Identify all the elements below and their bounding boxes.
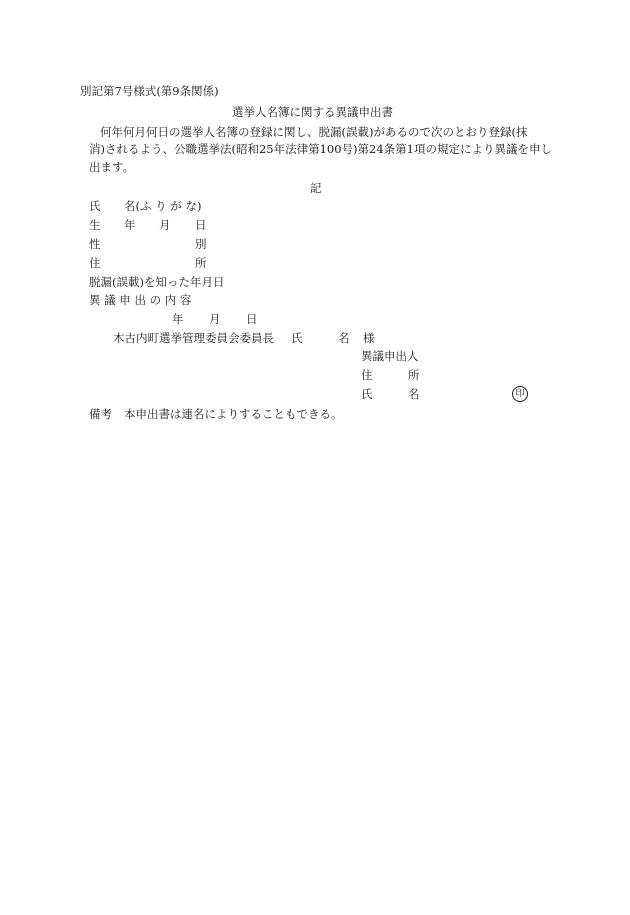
field-dob-a: 生 <box>89 218 101 232</box>
applicant-address-a: 住 <box>361 368 373 382</box>
date-month: 月 <box>209 312 221 326</box>
field-dob <box>89 218 207 232</box>
field-address-b: 所 <box>195 256 207 270</box>
addressee-sama: 様 <box>363 331 375 345</box>
applicant-name <box>361 387 420 401</box>
field-name-a: 氏 <box>89 199 101 213</box>
body-line-1: 何年何月何日の選挙人名簿の登録に関し、脱漏(誤載)があるので次のとおり登録(抹 <box>100 125 528 139</box>
note-line <box>89 407 343 421</box>
applicant-name-a: 氏 <box>361 387 373 401</box>
date-year: 年 <box>172 312 184 326</box>
applicant-address-b: 所 <box>408 368 420 382</box>
applicant-address <box>361 368 420 382</box>
addressee-mei: 名 <box>338 331 350 345</box>
field-name-b: 名(ふ り が な) <box>124 199 202 213</box>
body-line-2: 消)されるよう、公職選挙法(昭和25年法律第100号)第24条第1項の規定により異議を申し <box>89 142 552 156</box>
addressee-shi: 氏 <box>291 331 303 345</box>
date-day: 日 <box>246 312 258 326</box>
body-line-3: 出ます。 <box>89 160 135 174</box>
field-dob-b: 年 <box>124 218 136 232</box>
note-label: 備考 <box>89 407 112 421</box>
addressee-org: 木古内町選挙管理委員会委員長 <box>113 331 274 345</box>
applicant-label: 異議申出人 <box>361 349 419 363</box>
form-title: 選挙人名簿に関する異議申出書 <box>232 105 393 119</box>
field-sex <box>89 237 207 251</box>
field-date-known: 脱漏(誤載)を知った年月日 <box>89 275 225 289</box>
field-dob-d: 日 <box>195 218 207 232</box>
field-dob-c: 月 <box>159 218 171 232</box>
field-content: 異 議 申 出 の 内 容 <box>89 293 192 307</box>
addressee-line <box>113 331 375 345</box>
date-line <box>172 312 258 326</box>
seal-mark: 印 <box>512 386 528 402</box>
field-address-a: 住 <box>89 256 101 270</box>
field-sex-b: 別 <box>195 237 207 251</box>
ki-heading: 記 <box>310 181 322 195</box>
field-name <box>89 199 201 213</box>
note-text: 本申出書は連名によりすることもできる。 <box>124 407 343 421</box>
field-address <box>89 256 207 270</box>
form-id: 別記第7号様式(第9条関係) <box>80 84 219 98</box>
field-sex-a: 性 <box>89 237 101 251</box>
applicant-name-b: 名 <box>408 387 420 401</box>
